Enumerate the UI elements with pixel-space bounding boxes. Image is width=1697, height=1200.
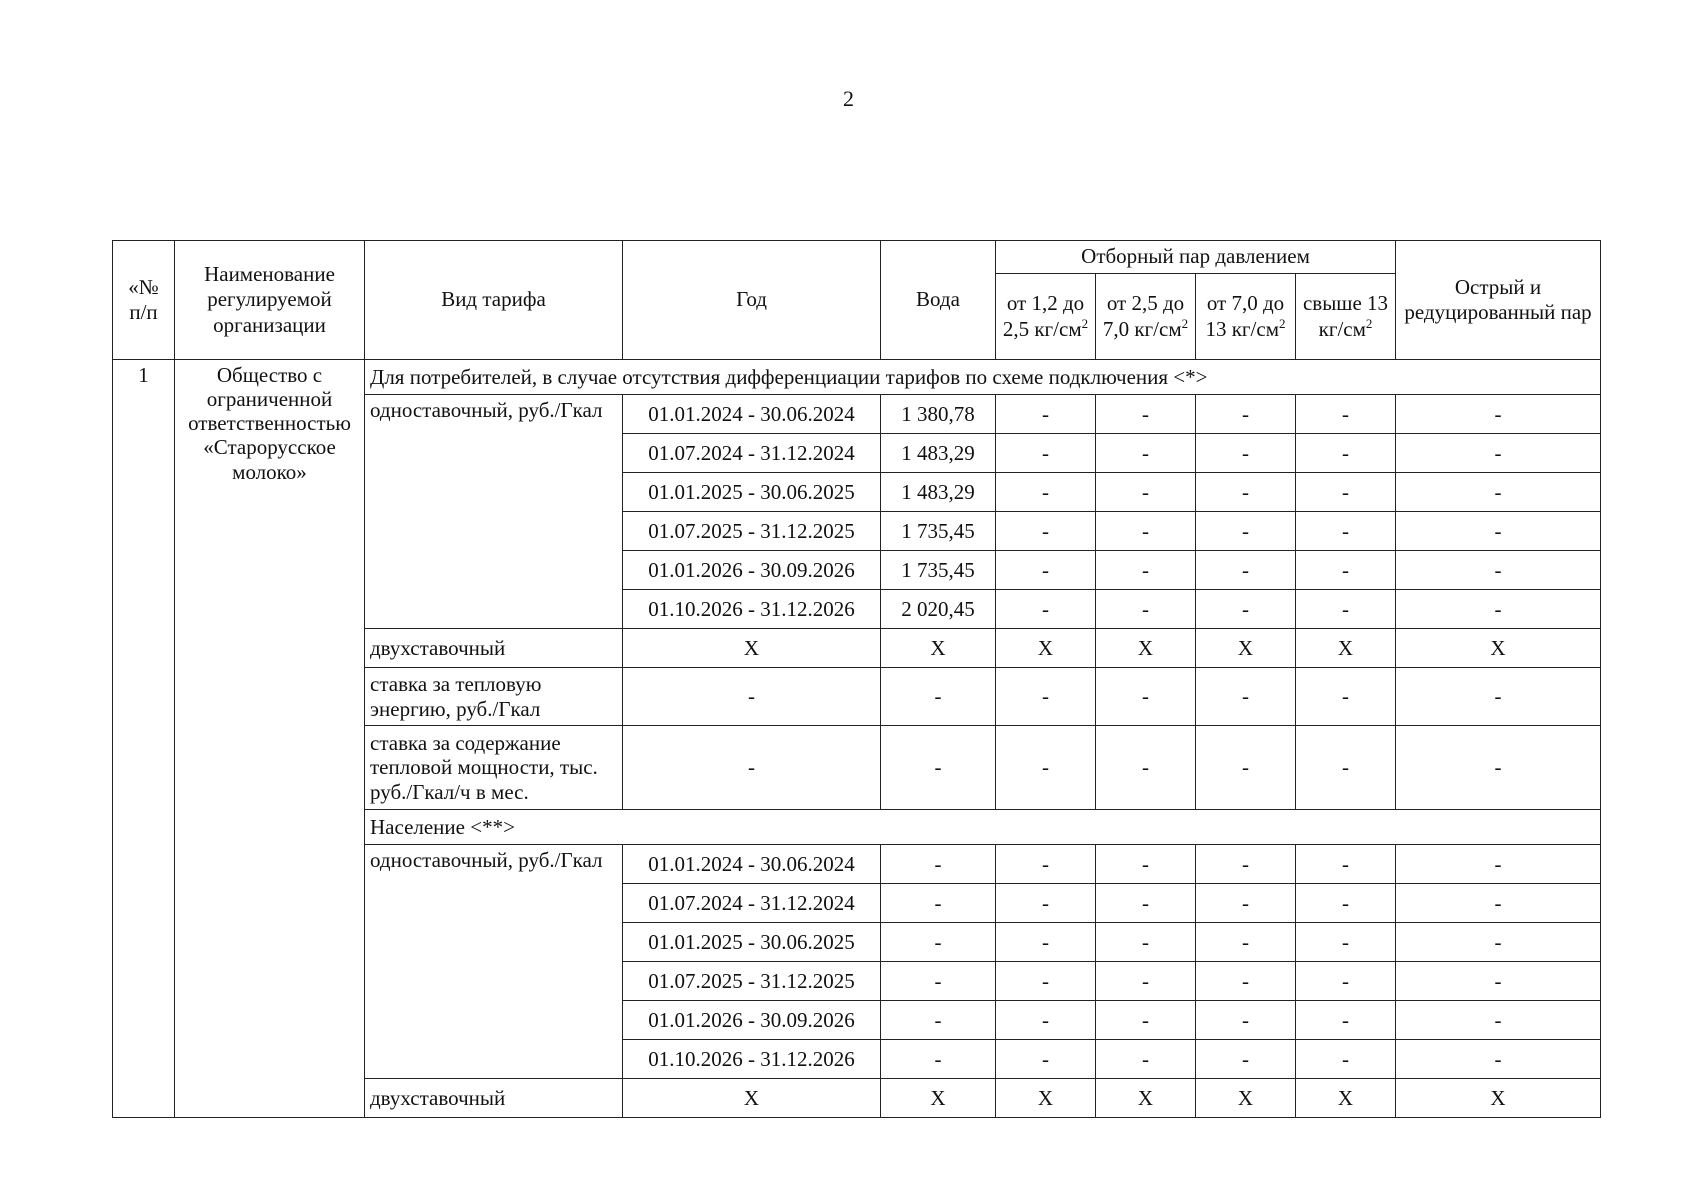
water-cell: - xyxy=(881,962,996,1001)
pressure-3-cell: - xyxy=(1196,845,1296,884)
x-mark-cell: X xyxy=(1096,629,1196,668)
pressure-1-cell: - xyxy=(996,473,1096,512)
pressure-1-cell: - xyxy=(996,923,1096,962)
sharp-steam-cell: - xyxy=(1396,512,1601,551)
sharp-steam-cell: - xyxy=(1396,923,1601,962)
x-mark-cell: X xyxy=(996,1079,1096,1118)
single-rate-label: одноставочный, руб./Гкал xyxy=(365,395,623,629)
pressure-4-cell: - xyxy=(1296,512,1396,551)
header-row-1 xyxy=(113,241,1601,274)
capacity-rate-label: ставка за содержание тепловой мощности, тыс. руб./Гкал/ч в мес. xyxy=(365,726,623,810)
period-cell: 01.07.2024 - 31.12.2024 xyxy=(623,434,881,473)
pressure-3-cell: - xyxy=(1196,551,1296,590)
pressure-4-cell: - xyxy=(1296,590,1396,629)
x-mark-cell: X xyxy=(1396,629,1601,668)
dash-cell: - xyxy=(996,668,1096,726)
pressure-1-cell: - xyxy=(996,1001,1096,1040)
page-number: 2 xyxy=(843,86,854,111)
water-cell: - xyxy=(881,884,996,923)
sharp-steam-cell: - xyxy=(1396,845,1601,884)
dash-cell: - xyxy=(623,726,881,810)
section-population-label: Население <**> xyxy=(365,810,1601,845)
row-number: 1 xyxy=(113,360,175,1118)
pressure-2-cell: - xyxy=(1096,590,1196,629)
pressure-3-cell: - xyxy=(1196,395,1296,434)
period-cell: 01.07.2025 - 31.12.2025 xyxy=(623,512,881,551)
period-cell: 01.01.2026 - 30.09.2026 xyxy=(623,1001,881,1040)
header-sharp-steam: Острый и редуцированный пар xyxy=(1396,241,1601,360)
sharp-steam-cell: - xyxy=(1396,962,1601,1001)
pressure-3-cell: - xyxy=(1196,1040,1296,1079)
water-cell: - xyxy=(881,1001,996,1040)
header-tariff-type: Вид тарифа xyxy=(365,241,623,360)
sharp-steam-cell: - xyxy=(1396,590,1601,629)
sharp-steam-cell: - xyxy=(1396,551,1601,590)
water-cell: 1 483,29 xyxy=(881,473,996,512)
x-mark-cell: X xyxy=(1196,629,1296,668)
pressure-4-cell: - xyxy=(1296,962,1396,1001)
pressure-4-cell: - xyxy=(1296,1040,1396,1079)
pressure-3-cell: - xyxy=(1196,962,1296,1001)
header-water: Вода xyxy=(881,241,996,360)
pressure-3-cell: - xyxy=(1196,434,1296,473)
x-mark-cell: X xyxy=(1396,1079,1601,1118)
sharp-steam-cell: - xyxy=(1396,884,1601,923)
pressure-4-cell: - xyxy=(1296,395,1396,434)
two-rate-label: двухставочный xyxy=(365,1079,623,1118)
dash-cell: - xyxy=(996,726,1096,810)
pressure-1-cell: - xyxy=(996,884,1096,923)
section-consumers-label: Для потребителей, в случае отсутствия дифференциации тарифов по схеме подключения <*> xyxy=(365,360,1601,395)
pressure-3-cell: - xyxy=(1196,923,1296,962)
period-cell: 01.01.2026 - 30.09.2026 xyxy=(623,551,881,590)
pressure-1-cell: - xyxy=(996,845,1096,884)
pressure-1-cell: - xyxy=(996,590,1096,629)
pressure-2-cell: - xyxy=(1096,962,1196,1001)
sharp-steam-cell: - xyxy=(1396,395,1601,434)
pressure-2-cell: - xyxy=(1096,884,1196,923)
pressure-4-cell: - xyxy=(1296,473,1396,512)
pressure-4-cell: - xyxy=(1296,923,1396,962)
period-cell: 01.10.2026 - 31.12.2026 xyxy=(623,1040,881,1079)
dash-cell: - xyxy=(1396,668,1601,726)
organization-name: Общество с ограниченной ответственностью «Старорусское молоко» xyxy=(175,360,365,1118)
x-mark-cell: X xyxy=(881,629,996,668)
dash-cell: - xyxy=(1296,726,1396,810)
dash-cell: - xyxy=(1196,668,1296,726)
water-cell: 2 020,45 xyxy=(881,590,996,629)
pressure-1-cell: - xyxy=(996,551,1096,590)
single-rate-label: одноставочный, руб./Гкал xyxy=(365,845,623,1079)
period-cell: 01.01.2024 - 30.06.2024 xyxy=(623,845,881,884)
sharp-steam-cell: - xyxy=(1396,1040,1601,1079)
pressure-4-cell: - xyxy=(1296,845,1396,884)
pressure-2-cell: - xyxy=(1096,1040,1196,1079)
x-mark-cell: X xyxy=(881,1079,996,1118)
section-consumers-row xyxy=(113,360,1601,395)
pressure-2-cell: - xyxy=(1096,395,1196,434)
pressure-1-cell: - xyxy=(996,962,1096,1001)
heat-energy-rate-label: ставка за тепловую энергию, руб./Гкал xyxy=(365,668,623,726)
water-cell: 1 735,45 xyxy=(881,551,996,590)
x-mark-cell: X xyxy=(1296,1079,1396,1118)
header-organization: Наименование регулируемой организации xyxy=(175,241,365,360)
pressure-1-cell: - xyxy=(996,512,1096,551)
header-selected-steam: Отборный пар давлением xyxy=(996,241,1396,274)
pressure-1-cell: - xyxy=(996,1040,1096,1079)
period-cell: 01.01.2025 - 30.06.2025 xyxy=(623,923,881,962)
period-cell: 01.01.2024 - 30.06.2024 xyxy=(623,395,881,434)
dash-cell: - xyxy=(623,668,881,726)
water-cell: - xyxy=(881,923,996,962)
water-cell: 1 483,29 xyxy=(881,434,996,473)
header-pressure-2: от 2,5 до 7,0 $кг/см^2$ xyxy=(1096,274,1196,360)
pressure-4-cell: - xyxy=(1296,434,1396,473)
dash-cell: - xyxy=(1296,668,1396,726)
header-pressure-3: от 7,0 до 13 $кг/см^2$ xyxy=(1196,274,1296,360)
x-mark-cell: X xyxy=(623,1079,881,1118)
dash-cell: - xyxy=(881,668,996,726)
x-mark-cell: X xyxy=(1096,1079,1196,1118)
water-cell: - xyxy=(881,845,996,884)
dash-cell: - xyxy=(1096,668,1196,726)
period-cell: 01.07.2024 - 31.12.2024 xyxy=(623,884,881,923)
pressure-1-cell: - xyxy=(996,434,1096,473)
water-cell: 1 735,45 xyxy=(881,512,996,551)
header-year: Год xyxy=(623,241,881,360)
sharp-steam-cell: - xyxy=(1396,473,1601,512)
pressure-2-cell: - xyxy=(1096,473,1196,512)
dash-cell: - xyxy=(1396,726,1601,810)
pressure-4-cell: - xyxy=(1296,551,1396,590)
pressure-4-cell: - xyxy=(1296,1001,1396,1040)
sharp-steam-cell: - xyxy=(1396,1001,1601,1040)
x-mark-cell: X xyxy=(623,629,881,668)
header-num: «№ п/п xyxy=(113,241,175,360)
pressure-3-cell: - xyxy=(1196,473,1296,512)
pressure-4-cell: - xyxy=(1296,884,1396,923)
pressure-2-cell: - xyxy=(1096,551,1196,590)
pressure-3-cell: - xyxy=(1196,1001,1296,1040)
x-mark-cell: X xyxy=(996,629,1096,668)
sharp-steam-cell: - xyxy=(1396,434,1601,473)
pressure-2-cell: - xyxy=(1096,434,1196,473)
pressure-3-cell: - xyxy=(1196,512,1296,551)
pressure-1-cell: - xyxy=(996,395,1096,434)
dash-cell: - xyxy=(881,726,996,810)
dash-cell: - xyxy=(1096,726,1196,810)
period-cell: 01.07.2025 - 31.12.2025 xyxy=(623,962,881,1001)
pressure-2-cell: - xyxy=(1096,512,1196,551)
period-cell: 01.10.2026 - 31.12.2026 xyxy=(623,590,881,629)
pressure-3-cell: - xyxy=(1196,590,1296,629)
dash-cell: - xyxy=(1196,726,1296,810)
pressure-2-cell: - xyxy=(1096,923,1196,962)
pressure-2-cell: - xyxy=(1096,845,1196,884)
x-mark-cell: X xyxy=(1196,1079,1296,1118)
pressure-2-cell: - xyxy=(1096,1001,1196,1040)
water-cell: - xyxy=(881,1040,996,1079)
two-rate-label: двухставочный xyxy=(365,629,623,668)
tariff-table xyxy=(112,240,1601,1118)
x-mark-cell: X xyxy=(1296,629,1396,668)
header-pressure-4: свыше 13 $кг/см^2$ xyxy=(1296,274,1396,360)
period-cell: 01.01.2025 - 30.06.2025 xyxy=(623,473,881,512)
water-cell: 1 380,78 xyxy=(881,395,996,434)
pressure-3-cell: - xyxy=(1196,884,1296,923)
header-pressure-1: от 1,2 до 2,5 $кг/см^2$ xyxy=(996,274,1096,360)
